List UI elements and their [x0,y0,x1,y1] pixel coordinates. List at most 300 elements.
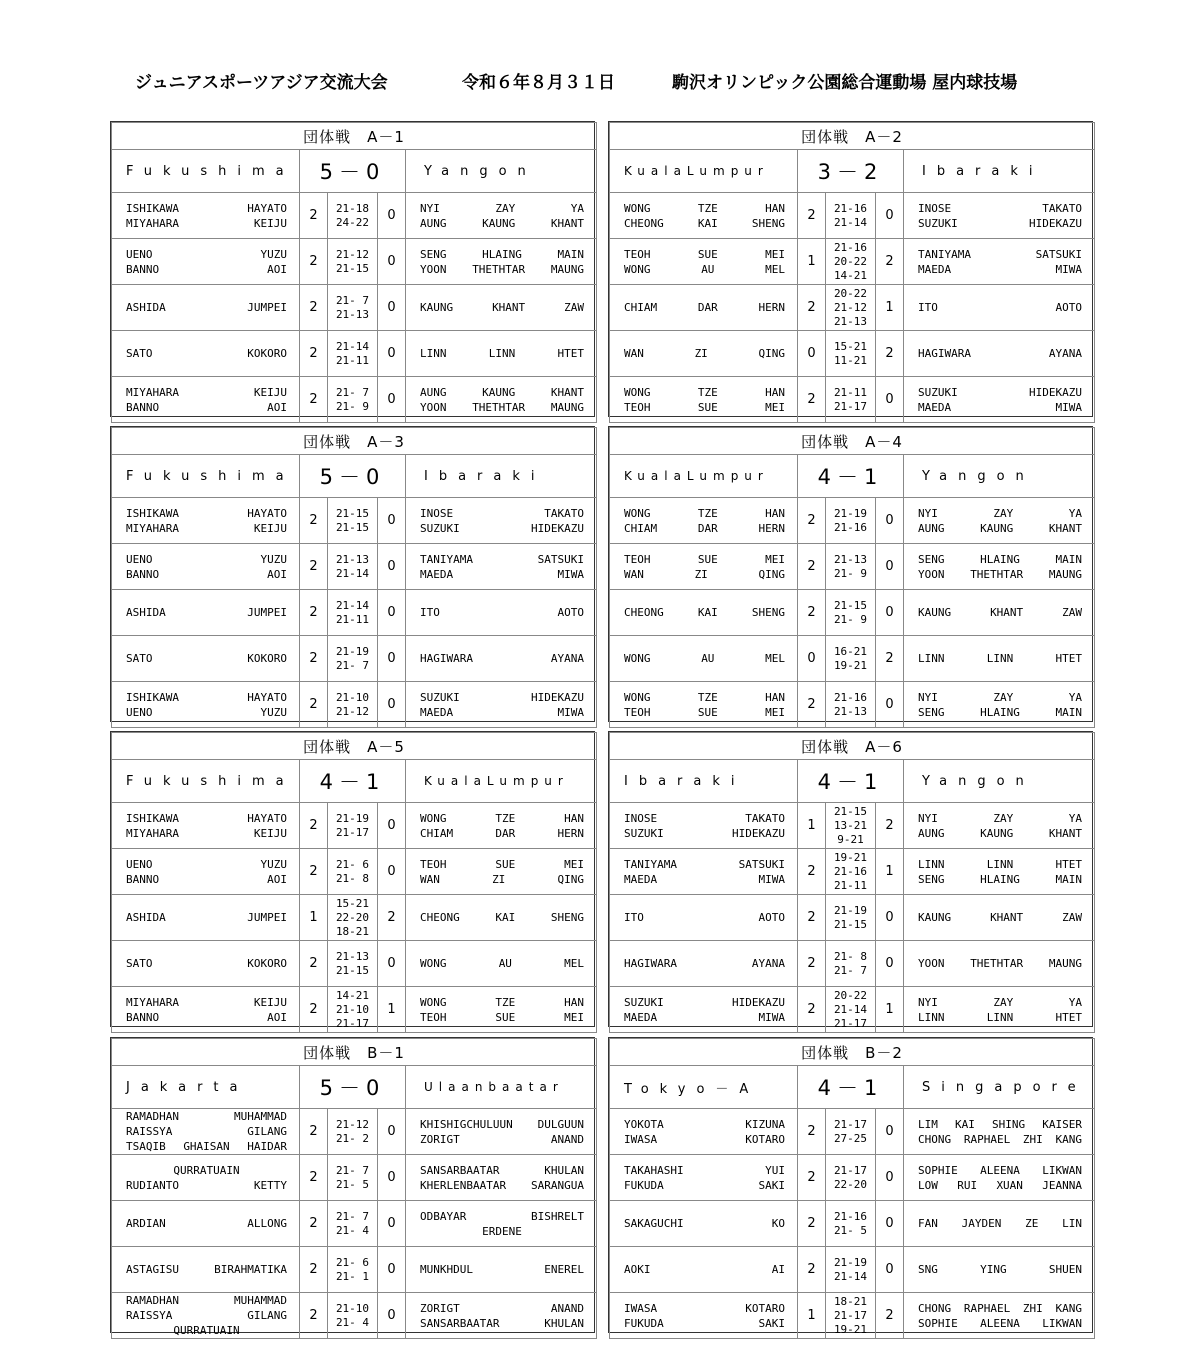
right-players [904,285,1095,331]
left-games-won: 2 [300,544,328,590]
player-name-part: LIN [1062,1217,1082,1230]
card-title: 団体戦 A－2 [610,123,1095,150]
player-line [624,956,785,971]
player-name-part: MAUNG [550,262,584,276]
left-players [112,941,300,987]
player-name-part: CHIAM [624,521,658,535]
player-name-part: HAIDAR [247,1140,287,1153]
player-line [126,201,287,216]
game-scores [328,682,378,728]
left-players [610,193,798,239]
player-line [624,1117,785,1132]
player-name-part: ALEENA [980,1163,1020,1177]
player-name-part: CHONG [918,1132,952,1146]
game-score: 15-21 [335,896,370,910]
player-line [126,247,287,262]
player-line [918,1316,1082,1331]
game-scores [328,498,378,544]
game-score: 21- 1 [335,1269,370,1283]
player-name-part: KAI [697,216,718,230]
player-name-part: TEOH [624,552,651,566]
player-name-part: KAUNG [918,911,952,924]
left-players [610,285,798,331]
left-games-won: 1 [798,803,826,849]
player-name-part: AOI [267,262,287,276]
player-name-part: SARANGUA [531,1178,585,1192]
right-games-won: 1 [876,987,904,1033]
player-name-part: JAYDEN [961,1217,1002,1230]
right-team-name: Yangon [904,455,1095,498]
player-name-part: ISHIKAWA [126,690,179,704]
left-team-name: Ibaraki [610,760,798,803]
player-name-part: TSAQIB [126,1140,166,1153]
player-line [624,300,785,315]
game-score: 21-12 [335,704,370,718]
right-team-name: Ulaanbaatar [406,1066,597,1109]
left-games-won: 2 [300,239,328,285]
game-score: 21-15 [335,520,370,534]
player-line [918,651,1082,666]
player-name-part: SATSUKI [1035,247,1082,261]
player-name-part: MAEDA [624,1010,658,1024]
right-games-won: 0 [378,239,406,285]
player-name-part: THETHTAR [472,262,526,276]
right-games-won: 0 [378,941,406,987]
game-score: 22-20 [833,1177,868,1191]
left-players [112,1247,300,1293]
match-row [112,331,597,377]
match-table [609,1038,1095,1339]
player-line [420,201,584,216]
game-scores [826,544,876,590]
player-name-part: JUMPEI [247,911,287,924]
left-players [112,285,300,331]
right-players [406,1247,597,1293]
left-games-won: 2 [798,1247,826,1293]
game-score: 21- 5 [833,1223,868,1237]
game-score: 21- 6 [335,1255,370,1269]
right-games-won: 0 [378,498,406,544]
player-name-part: QING [758,347,785,360]
player-name-part: TZE [495,995,516,1009]
player-line [126,1323,287,1338]
game-score: 18-21 [335,924,370,938]
game-score: 21-12 [335,1117,370,1131]
left-games-won: 2 [300,636,328,682]
left-games-won: 1 [798,1293,826,1339]
player-line [918,910,1082,925]
right-players [406,803,597,849]
player-name-part: MEI [765,552,785,566]
left-players [112,682,300,728]
player-line [918,811,1082,826]
player-name-part: KANG [1055,1301,1083,1315]
player-name-part: RAISSYA [126,1125,173,1138]
player-name-part: SUE [697,400,718,414]
player-name-part: SHENG [751,216,785,230]
player-line [126,521,287,536]
game-score: 21-12 [833,300,868,314]
player-name-part: FUKUDA [624,1316,664,1330]
player-name-part: MAIN [557,247,584,261]
right-players [406,1201,597,1247]
player-name-part: HTET [557,347,584,360]
player-name-part: LINN [488,347,516,360]
right-games-won: 1 [876,285,904,331]
left-players [610,987,798,1033]
player-line [126,262,287,277]
player-line [420,521,584,536]
player-name-part: CHIAM [624,301,658,314]
player-name-part: KEIJU [253,995,287,1009]
player-name-part: KHANT [990,911,1024,924]
player-name-part: TZE [697,506,718,520]
game-scores [826,941,876,987]
player-name-part: MAIN [1055,872,1082,886]
game-score: 21- 4 [335,1223,370,1237]
game-score: 21-16 [833,240,868,254]
game-scores [328,1109,378,1155]
player-name-part: MEL [765,262,785,276]
game-score: 20-22 [833,988,868,1002]
player-line [624,346,785,361]
player-name-part: AOKI [624,1263,651,1276]
game-scores [328,1201,378,1247]
card-title: 団体戦 A－5 [112,733,597,760]
left-games-won: 2 [798,895,826,941]
right-games-won: 1 [378,987,406,1033]
game-score: 21- 7 [833,963,868,977]
player-name-part: ENEREL [544,1263,585,1276]
game-scores [328,803,378,849]
player-name-part: YA [1068,690,1082,704]
player-name-part: WONG [624,201,651,215]
player-name-part: MIWA [1055,262,1082,276]
player-name-part: KOKORO [247,957,287,970]
player-name-part: UENO [126,857,153,871]
player-name-part: HTET [1055,857,1082,871]
left-games-won: 2 [300,498,328,544]
player-name-part: TAKATO [745,811,785,825]
game-score: 21-17 [335,825,370,839]
game-score: 21-11 [335,612,370,626]
player-name-part: WONG [420,995,447,1009]
player-name-part: NYI [420,201,440,215]
player-name-part: HAYATO [247,201,287,215]
player-name-part: AYANA [751,957,785,970]
game-score: 16-21 [833,644,868,658]
player-name-part: HLAING [980,705,1020,719]
left-games-won: 2 [798,544,826,590]
game-score: 21-14 [335,566,370,580]
player-line [126,1010,287,1025]
right-players [406,498,597,544]
player-name-part: ZAY [495,201,516,215]
player-line [126,346,287,361]
player-line [624,872,785,887]
game-scores [328,636,378,682]
player-name-part: ZE [1025,1217,1039,1230]
player-name-part: ITO [918,301,938,314]
player-name-part: ODBAYAR [420,1209,467,1223]
left-team-name: KualaLumpur [610,150,798,193]
player-name-part: WONG [420,957,447,970]
right-games-won: 2 [876,239,904,285]
player-name-part: TZE [697,201,718,215]
left-games-won: 2 [300,682,328,728]
player-name-part: MIWA [758,872,785,886]
player-name-part: SATSUKI [537,552,584,566]
player-line [126,506,287,521]
right-players [406,1293,597,1339]
team-score: 5－0 [300,1066,406,1109]
player-name-part: AOI [267,872,287,886]
game-score: 21-17 [833,1016,868,1030]
player-name-part: TZE [697,385,718,399]
player-line [918,1262,1082,1277]
player-name-part: HLAING [980,872,1020,886]
player-name-part: YUZU [260,247,287,261]
player-line [420,826,584,841]
player-name-part: SENG [918,705,945,719]
player-line [420,1262,584,1277]
right-games-won: 0 [378,377,406,423]
left-players [112,1109,300,1155]
right-games-won: 0 [378,1201,406,1247]
player-name-part: WONG [420,811,447,825]
game-score: 21-15 [833,804,868,818]
match-row [610,1109,1095,1155]
player-name-part: ISHIKAWA [126,811,179,825]
player-name-part: SUZUKI [624,826,664,840]
player-name-part: KAI [697,606,718,619]
player-name-part: GILANG [247,1309,287,1322]
player-line [126,300,287,315]
player-name-part: ALLONG [247,1217,287,1230]
right-games-won: 2 [876,803,904,849]
match-row [112,895,597,941]
game-score: 21- 7 [335,1209,370,1223]
player-line [918,1216,1082,1231]
player-name-part: BIRAHMATIKA [214,1263,287,1276]
match-row [610,636,1095,682]
player-name-part: TEOH [420,1010,447,1024]
player-name-part: UENO [126,552,153,566]
player-name-part: KAUNG [482,216,516,230]
right-games-won: 0 [876,590,904,636]
player-name-part: KOKORO [247,347,287,360]
left-games-won: 2 [798,849,826,895]
right-games-won: 0 [378,849,406,895]
player-line [420,247,584,262]
player-name-part: ZHI [1022,1301,1043,1315]
game-score: 21-14 [833,1269,868,1283]
left-players [112,895,300,941]
game-scores [328,849,378,895]
player-line [918,1163,1082,1178]
player-line [420,1132,584,1147]
right-games-won: 0 [876,895,904,941]
left-players [610,331,798,377]
player-line [420,995,584,1010]
game-scores [826,682,876,728]
game-scores [826,1293,876,1339]
player-name-part: RAPHAEL [963,1132,1011,1146]
right-players [406,1109,597,1155]
player-name-part: MAEDA [624,872,658,886]
player-name-part: AUNG [420,385,447,399]
game-scores [826,193,876,239]
right-players [904,1293,1095,1339]
player-name-part: AUNG [918,521,945,535]
player-name-part: AOI [267,400,287,414]
match-row [610,377,1095,423]
player-line [126,400,287,415]
left-games-won: 2 [300,1247,328,1293]
player-line [624,521,785,536]
player-name-part: MAUNG [1048,957,1082,970]
match-row [610,987,1095,1033]
game-score: 14-21 [335,988,370,1002]
player-line [624,995,785,1010]
player-name-part: MUHAMMAD [234,1110,287,1123]
game-score: 21-13 [833,704,868,718]
player-line [420,1301,584,1316]
left-players [112,331,300,377]
player-name-part: AU [701,652,715,665]
match-row [112,193,597,239]
player-name-part: BANNO [126,1010,160,1024]
match-row [112,682,597,728]
right-players [406,987,597,1033]
right-players [406,239,597,285]
player-line [420,567,584,582]
right-team-name: Ibaraki [406,455,597,498]
player-name-part: HERN [557,826,584,840]
game-score: 21-17 [833,1308,868,1322]
player-line [918,247,1082,262]
match-row [610,193,1095,239]
player-name-part: KHANT [990,606,1024,619]
player-name-part: MEI [765,705,785,719]
match-row [610,590,1095,636]
match-row [610,1201,1095,1247]
match-row [610,895,1095,941]
game-scores [826,590,876,636]
event-venue: 駒沢オリンピック公園総合運動場 屋内球技場 [672,73,1018,93]
player-line [126,1109,287,1124]
player-name-part: LIKWAN [1042,1163,1083,1177]
left-team-name: Fukushima [112,760,300,803]
player-line [624,690,785,705]
player-name-part: SATSUKI [738,857,785,871]
player-name-part: HIDEKAZU [1029,385,1082,399]
match-row [112,636,597,682]
player-name-part: YA [1068,811,1082,825]
player-name-part: KAISER [1042,1117,1082,1131]
match-row [112,803,597,849]
player-line [420,1209,584,1224]
game-score: 21-10 [335,1301,370,1315]
match-table [111,427,597,728]
player-line [126,651,287,666]
player-name-part: YUZU [260,857,287,871]
player-line [624,201,785,216]
player-name-part: WONG [624,690,651,704]
match-row [610,1293,1095,1339]
player-name-part: ZI [694,347,708,360]
player-name-part: NYI [918,995,938,1009]
right-games-won: 2 [876,331,904,377]
left-players [610,803,798,849]
player-line [420,300,584,315]
left-games-won: 2 [798,590,826,636]
right-games-won: 0 [876,1155,904,1201]
game-score: 21-19 [335,644,370,658]
player-name-part: CHIAM [420,826,454,840]
player-name-part: THETHTAR [970,957,1024,970]
left-players [112,803,300,849]
match-row [610,1247,1095,1293]
player-name-part: AOI [267,1010,287,1024]
right-team-name: Ibaraki [904,150,1095,193]
player-name-part: JUMPEI [247,301,287,314]
game-score: 21-19 [833,506,868,520]
player-name-part: HAN [765,690,785,704]
game-scores [328,285,378,331]
player-name-part: JUMPEI [247,606,287,619]
player-name-part: TANIYAMA [624,857,677,871]
left-players [610,590,798,636]
player-line [420,651,584,666]
player-line [918,956,1082,971]
right-players [904,544,1095,590]
right-players [406,544,597,590]
right-team-name: Singapore [904,1066,1095,1109]
player-line [624,1301,785,1316]
game-score: 21-17 [833,399,868,413]
right-games-won: 0 [378,285,406,331]
left-players [112,636,300,682]
right-players [904,1109,1095,1155]
right-players [904,803,1095,849]
game-score: 21-13 [833,314,868,328]
right-players [904,682,1095,728]
player-line [420,216,584,231]
player-name-part: HTET [1055,1010,1082,1024]
player-line [126,216,287,231]
left-games-won: 1 [798,239,826,285]
right-players [406,895,597,941]
player-line [126,910,287,925]
player-name-part: QING [557,872,584,886]
game-score: 21- 9 [833,566,868,580]
player-name-part: SANSARBAATAR [420,1163,500,1177]
player-name-part: LINN [420,347,447,360]
player-name-part: LIM [918,1117,938,1131]
match-row [112,239,597,285]
player-line [624,400,785,415]
player-line [126,1124,287,1139]
right-players [904,941,1095,987]
player-line [624,705,785,720]
player-name-part: SUZUKI [420,690,460,704]
right-games-won: 0 [876,544,904,590]
player-name-part: ANAND [550,1132,585,1146]
player-name-part: HAN [765,201,785,215]
player-line [420,705,584,720]
player-name-part: MEI [765,247,785,261]
